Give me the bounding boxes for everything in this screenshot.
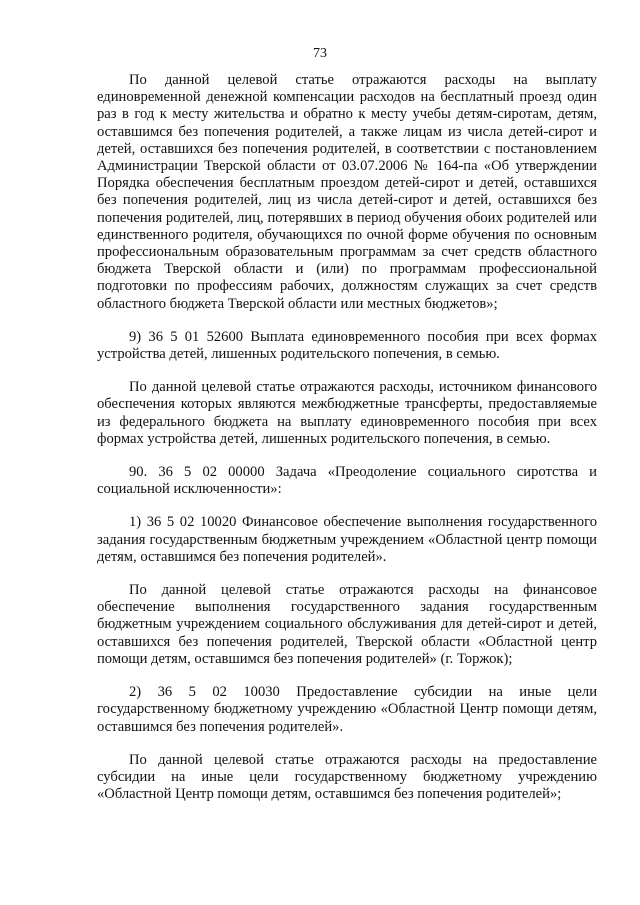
page-number: 73 xyxy=(313,46,327,61)
paragraph-item-1: 1) 36 5 02 10020 Финансовое обеспечение выполнения государственного задания государственным бюджетным учреждением «Областной центр помощи детям, оставшимся без попечения родителей». xyxy=(97,514,597,565)
paragraph-subsidy: По данной целевой статье отражаются расходы на предоставление субсидии на иные цели государственному бюджетному учреждению «Областной Центр помощи детям, оставшимся без попечения родителей»; xyxy=(97,751,597,803)
paragraph-section-90: 90. 36 5 02 00000 Задача «Преодоление социального сиротства и социальной исключенности»: xyxy=(97,464,597,498)
paragraph-item-9: 9) 36 5 01 52600 Выплата единовременного пособия при всех формах устройства детей, лишенных родительского попечения, в семью. xyxy=(97,328,597,363)
paragraph-item-2: 2) 36 5 02 10030 Предоставление субсидии на иные цели государственному бюджетному учреждению «Областной Центр помощи детям, оставшимся без попечения родителей». xyxy=(97,684,597,735)
paragraph-state-assignment: По данной целевой статье отражаются расходы на финансовое обеспечение выполнения государственного задания государственным бюджетным учреждением социального обслуживания для детей-сирот и детей, оставшихся без попечения родителей, Тверской области «Областной центр помощи детям, оставшимся без попечения родителей» (г. Торжок); xyxy=(97,582,597,667)
paragraph-federal-transfers: По данной целевой статье отражаются расходы, источником финансового обеспечения которых являются межбюджетные трансферты, предоставляемые из федерального бюджета на выплату единовременного пособия при всех формах устройства детей, лишенных родительского попечения, в семью. xyxy=(97,379,597,447)
paragraph-travel-compensation: По данной целевой статье отражаются расходы на выплату единовременной денежной компенсации расходов на бесплатный проезд один раз в год к месту жительства и обратно к месту учебы детям-сиротам, детям, оставшимся без попечения родителей, а также лицам из числа детей-сирот и детей, оставшихся без попечения родителей, в соответствии с постановлением Администрации Тверской области от 03.07.2006 № 164-па «Об утверждении Порядка обеспечения бесплатным проездом детей-сирот и детей, оставшихся без попечения родителей, лиц из числа детей-сирот и детей, оставшихся без попечения родителей, лиц, потерявших в период обучения обоих родителей или единственного родителя, обучающихся по очной форме обучения по основным профессиональным образовательным программам за счет средств областного бюджета Тверской области и (или) по программам профессиональной подготовки по профессиям рабочих, должностям служащих за счет средств областного бюджета Тверской области или местных бюджетов»; xyxy=(97,72,597,312)
document-body xyxy=(97,72,597,803)
